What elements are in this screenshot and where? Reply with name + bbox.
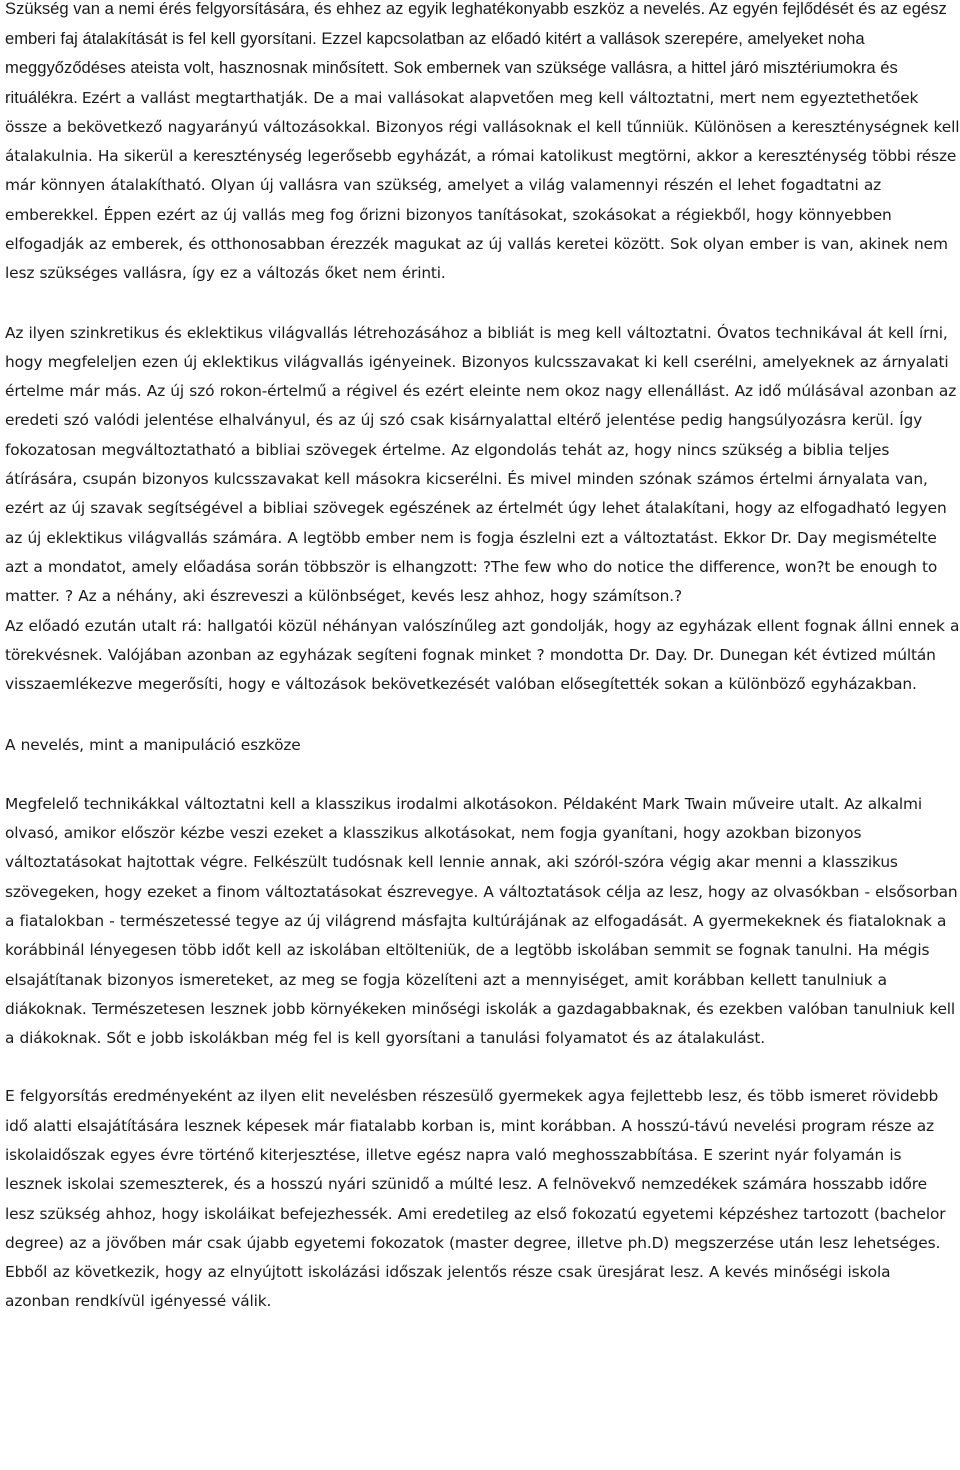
- paragraph-intro-part-1: Szükség van a nemi érés felgyorsítására, és ehhez az egyik leghatékonyabb eszköz a nevelés. Az egyén fejlődését és az egész emberi faj átalakítását is fel kell gyorsítani. Ezzel kapcsolatban az előadó kitért a vallások szerepére, amelyeket noha meggyőződéses ateista volt, hasznosnak minősített. Sok embernek van szüksége vallásra, a hittel járó misztériumokra és rituálékra.: [5, 0, 947, 107]
- paragraph-literature: Megfelelő technikákkal változtatni kell a klasszikus irodalmi alkotásokon. Példaként Mark Twain műveire utalt. Az alkalmi olvasó, amikor először kézbe veszi ezeket a klasszikus alkotásokat, nem fogja gyanítani, hogy azokban bizonyos változtatásokat hajtottak végre. Felkészült tudósnak kell lennie annak, aki szóról-szóra végig akar menni a klasszikus szövegeken, hogy ezeket a finom változtatásokat észrevegye. A változtatások célja az lesz, hogy az olvasókban - elsősorban a fiatalokban - természetessé tegye az új világrend másfajta kultúrájának az elfogadását. A gyermekeknek és fiataloknak a korábbinál lényegesen több időt kell az iskolában eltölteniük, de a legtöbb iskolában semmit se fognak tanulni. Ha mégis elsajátítanak bizonyos ismereteket, az meg se fogja közelíteni azt a mennyiséget, amit korábban kellett tanulniuk a diákoknak. Természetesen lesznek jobb környékeken minőségi iskolák a gazdagabbaknak, és ezekben valóban tanulniuk kell a diákoknak. Sőt e jobb iskolákban még fel is kell gyorsítani a tanulási folyamatot és az átalakulást.: [5, 794, 958, 1048]
- section-heading: A nevelés, mint a manipuláció eszköze: [5, 736, 301, 755]
- paragraph-intro-part-2: Ezért a vallást megtarthatják. De a mai vallásokat alapvetően meg kell változtatni, mert nem egyeztethetőek össze a bekövetkező nagyarányú változásokkal. Bizonyos régi vallásoknak el kell tűnniük. Különösen a kereszténységnek kell átalakulnia. Ha sikerül a kereszténység legerősebb egyházát, a római katolikust megtörni, akkor a kereszténység többi része már könnyen átalakítható. Olyan új vallásra van szükség, amelyet a világ valamennyi részén el lehet fogadtatni az emberekkel. Éppen ezért az új vallás meg fog őrizni bizonyos tanításokat, szokásokat a régiekből, hogy könnyebben elfogadják az emberek, és otthonosabban érezzék magukat az új vallás keretei között. Sok olyan ember is van, akinek nem lesz szükséges vallásra, így ez a változás őket nem érinti.: [5, 88, 960, 283]
- paragraph-churches: Az előadó ezután utalt rá: hallgatói közül néhányan valószínűleg azt gondolják, hogy az egyházak ellent fognak állni ennek a törekvésnek. Valójában azonban az egyházak segíteni fognak minket ? mondotta Dr. Day. Dr. Dunegan két évtized múltán visszaemlékezve megerősíti, hogy e változások bekövetkezését valóban elősegítették sokan a különböző egyházakban.: [5, 616, 960, 694]
- paragraph-intro: [5, 0, 960, 289]
- document-page: [5, 0, 960, 1317]
- paragraph-bible: Az ilyen szinkretikus és eklektikus világvallás létrehozásához a bibliát is meg kell változtatni. Óvatos technikával át kell írni, hogy megfeleljen ezen új eklektikus világvallás igényeinek. Bizonyos kulcsszavakat ki kell cserélni, amelyeknek az árnyalati értelme már más. Az új szó rokon-értelmű a régivel és ezért eleinte nem okoz nagy ellenállást. Az idő múlásával azonban az eredeti szó valódi jelentése elhalványul, és az új szó csak kisárnyalattal eltérő jelentése pedig hangsúlyozásra kerül. Így fokozatosan megváltoztatható a bibliai szövegek értelme. Az elgondolás tehát az, hogy nincs szükség a biblia teljes átírására, csupán bizonyos kulcsszavakat kell másokra kicserélni. És mivel minden szónak számos értelmi árnyalata van, ezért az új szavak segítségével a bibliai szövegek egészének az értelmét úgy lehet átalakítani, hogy az elfogadható legyen az új eklektikus világvallás számára. A legtöbb ember nem is fogja észlelni ezt a változtatást. Ekkor Dr. Day megismételte azt a mondatot, amely előadása során többször is elhangzott: ?The few who do notice the difference, won?t be enough to matter. ? Az a néhány, aki észreveszi a különbséget, kevés lesz ahhoz, hogy számítson.?: [5, 323, 957, 606]
- paragraph-education: E felgyorsítás eredményeként az ilyen elit nevelésben részesülő gyermekek agya fejlettebb lesz, és több ismeret rövidebb idő alatti elsajátítására lesznek képesek már fiatalabb korban is, mint korábban. A hosszú-távú nevelési program része az iskolaidőszak egyes évre történő kiterjesztése, illetve egész napra való meghosszabbítása. E szerint nyár folyamán is lesznek iskolai szemeszterek, és a hosszú nyári szünidő a múlté lesz. A felnövekvő nemzedékek számára hosszabb időre lesz szükség ahhoz, hogy iskoláikat befejezhessék. Ami eredetileg az első fokozatú egyetemi képzéshez tartozott (bachelor degree) az a jövőben már csak újabb egyetemi fokozatok (master degree, illetve ph.D) megszerzése után lesz lehetséges. Ebből az következik, hogy az elnyújtott iskolázási időszak jelentős része csak üresjárat lesz. A kevés minőségi iskola azonban rendkívül igényessé válik.: [5, 1087, 946, 1311]
